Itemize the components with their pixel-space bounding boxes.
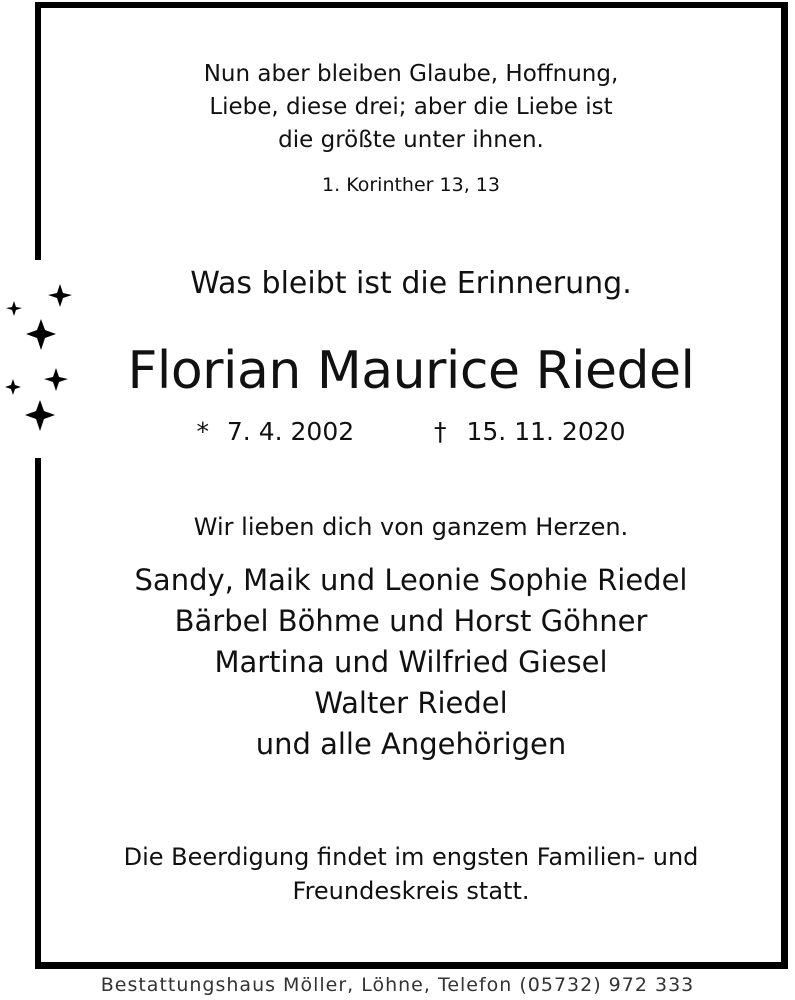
verse-line: die größte unter ihnen.: [278, 127, 544, 153]
star-icon: [6, 301, 22, 316]
bible-verse: [41, 58, 781, 157]
funeral-line: Die Beerdigung findet im engsten Familien- und: [123, 843, 699, 871]
family-member: Sandy, Maik und Leonie Sophie Riedel: [134, 563, 688, 597]
birth-symbol: *: [196, 417, 209, 446]
birth-date: 7. 4. 2002: [226, 417, 355, 446]
family-member: Walter Riedel: [314, 686, 508, 720]
family-list: [41, 560, 781, 765]
funeral-note: [41, 840, 781, 908]
death-date: 15. 11. 2020: [466, 417, 626, 446]
life-dates: [41, 414, 781, 450]
deceased-name: Florian Maurice Riedel: [127, 341, 695, 401]
love-line: Wir lieben dich von ganzem Herzen.: [193, 513, 629, 541]
family-member: Martina und Wilfried Giesel: [214, 645, 608, 679]
funeral-home-footer: Bestattungshaus Möller, Löhne, Telefon (05732) 972 333: [100, 974, 695, 996]
verse-line: Liebe, diese drei; aber die Liebe ist: [209, 94, 613, 120]
frame-border-right: [781, 2, 788, 969]
cross-icon: †: [434, 417, 447, 446]
frame-border-top: [35, 2, 788, 8]
memory-line: Was bleibt ist die Erinnerung.: [190, 266, 632, 301]
verse-reference: 1. Korinther 13, 13: [322, 174, 500, 196]
frame-border-bottom: [35, 962, 788, 969]
funeral-line: Freundeskreis statt.: [292, 877, 530, 905]
family-member: und alle Angehörigen: [255, 727, 567, 761]
verse-line: Nun aber bleiben Glaube, Hoffnung,: [203, 61, 619, 87]
star-icon: [5, 379, 21, 395]
family-member: Bärbel Böhme und Horst Göhner: [174, 604, 648, 638]
